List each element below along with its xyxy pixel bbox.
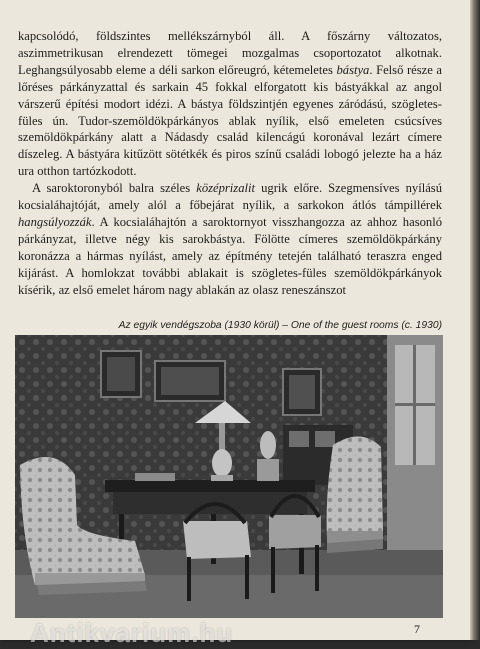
photo-caption: Az egyik vendégszoba (1930 körül) – One of the guest rooms (c. 1930) bbox=[118, 320, 442, 331]
page-number: 7 bbox=[414, 622, 420, 636]
paragraph-1: kapcsolódó, földszintes mellékszárnyból áll. A főszárny változatos, aszimmetrikusan elrendezett tömegei mozgalmas csoportozatot alkotnak. Leghangsúlyosabb eleme a déli sarkon előreugró, kétemeletes bástya. Felső része a lőréses párkányzattal és sarkain 45 fokkal elforgatott kis bástyákkal az angol várszerű építési modort idézi. A bástya földszintjén egyenes záródású, szögletes-füles ún. Tudor-szemöldökpárkányos ablak nyílik, első emeleten csúcsíves szemöldökpárkány alatt a Nádasdy család kilencágú koronával lezárt címere díszeleg. A bástyára kitűzött sötétkék és piros színű családi lobogó jelezte ha a ház ura otthon tartózkodott. bbox=[18, 29, 442, 179]
page-edge bbox=[470, 0, 480, 640]
body-text bbox=[18, 28, 442, 299]
watermark: Antikvarium.hu bbox=[30, 618, 234, 648]
paragraph-2: A saroktoronyból balra széles középrizalit ugrik előre. Szegmensíves nyílású kocsialáhajtóját, amely alól a főbejárat nyílik, a sarkokon átlós támpillérek hangsúlyozzák. A kocsialáhajtón a saroktornyot visszhangozza az ahhoz hasonló párkányzat, illetve négy kis sarokbástya. Fölötte címeres szemöldökpárkány koronázza a hármas nyílást, amely az építmény tetején található teraszra enged kijárást. A homlokzat további ablakait is szögletes-füles szemöldökpárkányok kísérik, az első emelet három nagy ablakán az olasz reneszánszot bbox=[18, 181, 442, 297]
guest-room-photo bbox=[15, 335, 443, 618]
